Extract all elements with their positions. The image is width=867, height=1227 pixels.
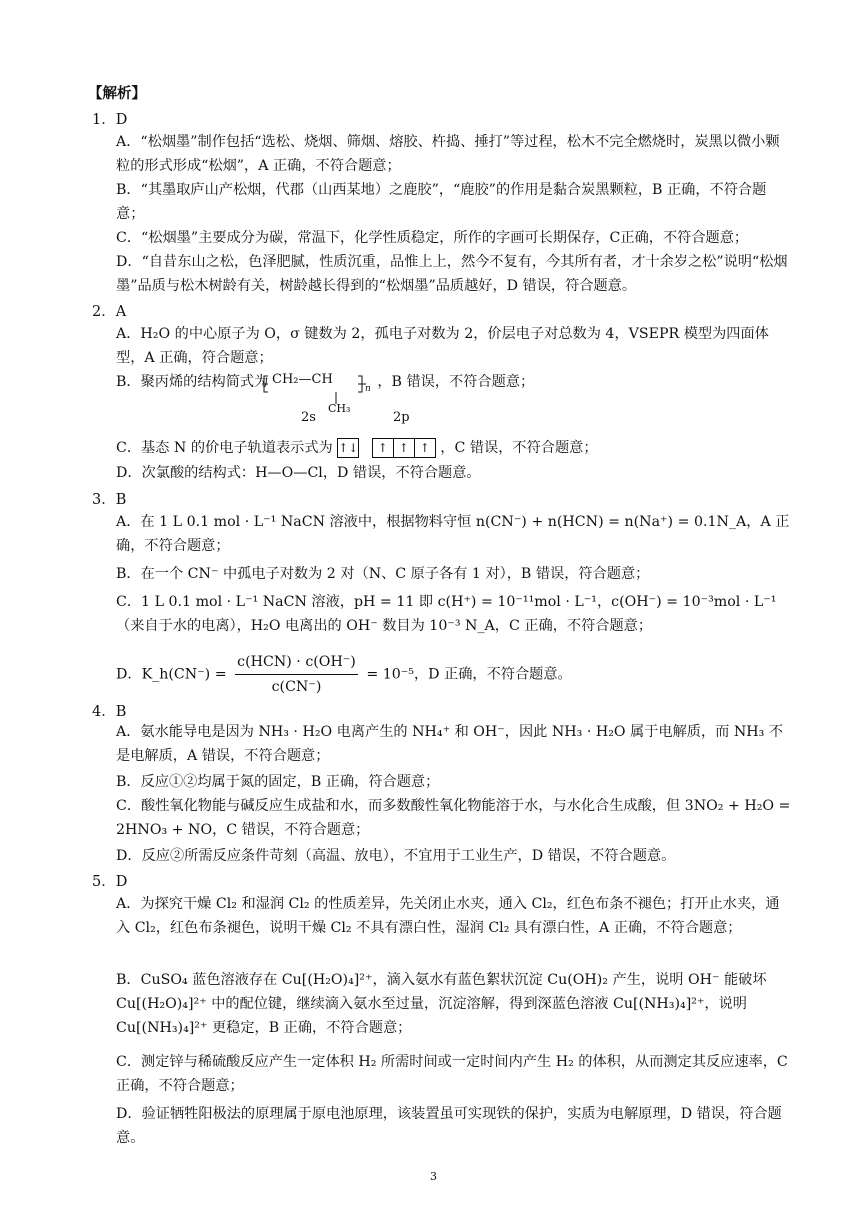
q1-option-b: B．“其墨取庐山产松烟，代郡（山西某地）之鹿胶”，“鹿胶”的作用是黏合炭黑颗粒，B 正确，不符合题意； [116,182,767,222]
q2-option-d: D．次氯酸的结构式：H—O—Cl，D 错误，不符合题意。 [116,465,481,481]
q3-option-b: B．在一个 CN⁻ 中孤电子对数为 2 对（N、C 原子各有 1 对），B 错误，符合题意； [116,566,650,582]
q5-option-b: B．CuSO₄ 蓝色溶液存在 Cu[(H₂O)₄]²⁺，滴入氨水有蓝色絮状沉淀 Cu(OH)₂ 产生，说明 OH⁻ 能破坏 Cu[(H₂O)₄]²⁺ 中的配位键，继续滴入氨水至过量，沉淀溶解，得到深蓝色溶液 Cu[(NH₃)₄]²⁺，说明 Cu[(NH₃)₄]²⁺ 更稳定，B 正确，不符合题意； [116,972,767,1036]
polymer-n: n [365,384,371,394]
q5-answer: 5．D [92,874,128,890]
q3-option-c: C．1 L 0.1 mol · L⁻¹ NaCN 溶液，pH = 11 即 c(H⁺) = 10⁻¹¹mol · L⁻¹，c(OH⁻) = 10⁻³mol · L⁻¹（来自于水的电离），H₂O 电离出的 OH⁻ 数目为 10⁻³ N_A，C 正确，不符合题意； [116,594,777,634]
q3-option-d: D．K_h(CN⁻) = $\frac{\text{c(HCN) · c(OH⁻)}}{c(CN^-)}$ = 10⁻⁵，D 正确，不符合题意。 [116,650,792,699]
hydrolysis-fraction: $\frac{\text{c(HCN) · c(OH⁻)}}{c(CN^-)}$ [235,650,358,699]
orbital-2p-label: 2p [393,410,410,425]
polymer-backbone: CH₂—CH [272,372,333,387]
section-heading: 【解析】 [88,85,146,102]
orbital-boxes [337,436,436,460]
q2-option-c: C．基态 N 的价电子轨道表示式为 ↑↓ ↑ ↑ ↑ ，C 错误，不符合题意； [116,436,792,460]
orbital-2p-box-3: ↑ [415,438,436,458]
q1-option-c: C．“松烟墨”主要成分为碳，常温下，化学性质稳定，所作的字画可长期保存，C正确，不符合题意； [116,230,749,246]
orbital-2s-box: ↑↓ [337,438,359,458]
q1-option-a: A．“松烟墨”制作包括“选松、烧烟、筛烟、熔胶、杵捣、捶打”等过程，松木不完全燃烧时，炭黑以微小颗粒的形式形成“松烟”，A 正确，不符合题意； [116,134,780,174]
q2-answer: 2．A [92,304,127,320]
q5-option-c: C．测定锌与稀硫酸反应产生一定体积 H₂ 所需时间或一定时间内产生 H₂ 的体积，从而测定其反应速率，C 正确，不符合题意； [116,1054,788,1094]
q4-option-c: C．酸性氧化物能与碱反应生成盐和水，而多数酸性氧化物能溶于水，与水化合生成酸，但 3NO₂ + H₂O = 2HNO₃ + NO，C 错误，不符合题意； [116,798,791,838]
q4-answer: 4．B [92,704,127,720]
q2-option-a: A．H₂O 的中心原子为 O，σ 键数为 2，孤电子对数为 2，价层电子对总数为 4，VSEPR 模型为四面体型，A 正确，符合题意； [116,326,769,366]
orbital-2s-label: 2s [301,410,316,425]
q4-option-d: D．反应②所需反应条件苛刻（高温、放电），不宜用于工业生产，D 错误，不符合题意。 [116,848,676,864]
q4-option-b: B．反应①②均属于氮的固定，B 正确，符合题意； [116,774,440,790]
q1-answer: 1．D [92,112,128,128]
q5-option-a: A．为探究干燥 Cl₂ 和湿润 Cl₂ 的性质差异，先关闭止水夹，通入 Cl₂，红色布条不褪色；打开止水夹，通入 Cl₂，红色布条褪色，说明干燥 Cl₂ 不具有漂白性，湿润 Cl₂ 具有漂白性，A 正确，不符合题意； [116,896,780,936]
q3-option-a: A．在 1 L 0.1 mol · L⁻¹ NaCN 溶液中，根据物料守恒 n(CN⁻) + n(HCN) = n(Na⁺) = 0.1N_A，A 正确，不符合题意； [116,514,790,554]
polymer-branch: CH₃ [328,402,351,415]
q1-option-d: D．“自昔东山之松，色泽肥腻，性质沉重，品惟上上，然今不复有，今其所有者，才十余岁之松”说明“松烟墨”品质与松木树龄有关，树龄越长得到的“松烟墨”品质越好，D 错误，符合题意。 [116,254,788,294]
q4-option-a: A．氨水能导电是因为 NH₃ · H₂O 电离产生的 NH₄⁺ 和 OH⁻，因此 NH₃ · H₂O 属于电解质，而 NH₃ 不是电解质，A 错误，不符合题意； [116,724,784,764]
page-number: 3 [430,1170,437,1183]
q3-answer: 3．B [92,492,127,508]
orbital-2p-box-2: ↑ [394,438,415,458]
orbital-2p-box-1: ↑ [372,438,394,458]
q5-option-d: D．验证牺牲阳极法的原理属于原电池原理，该装置虽可实现铁的保护，实质为电解原理，D 错误，符合题意。 [116,1106,782,1146]
q2-option-b: B．聚丙烯的结构简式为 ，B 错误，不符合题意； [116,374,535,390]
